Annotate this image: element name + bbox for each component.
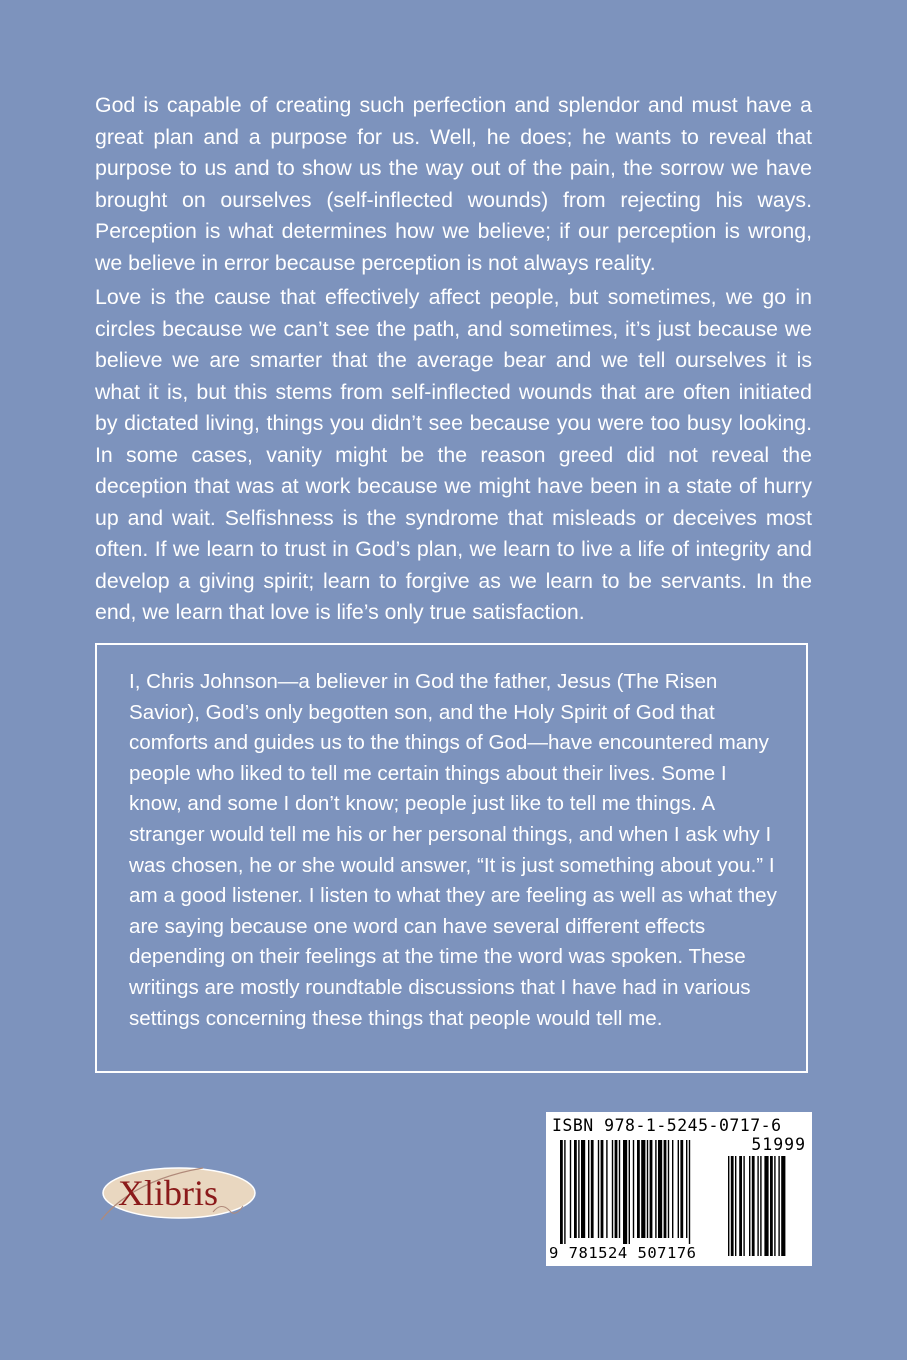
back-cover-paragraph-1: God is capable of creating such perfection and splendor and must have a great plan and a purpose for us. Well, he does; he wants to reveal that purpose to us and to show us the way out of the pain, the sorrow we have brought on ourselves (self-inflected wounds) from rejecting his ways. Perception is what determines how we believe; if our perception is wrong, we believe in error because perception is not always reality. [95, 93, 812, 275]
isbn-barcode [546, 1112, 812, 1266]
barcode-digits: 9 781524 507176 [549, 1244, 697, 1262]
barcode-bars [546, 1112, 812, 1266]
xlibris-logo-icon [93, 1160, 259, 1226]
author-bio-text: I, Chris Johnson—a believer in God the father, Jesus (The Risen Savior), God’s only begotten son, and the Holy Spirit of God that comforts and guides us to the things of God—have encountered many people who liked to tell me certain things about their lives. Some I know, and some I don’t know; people just like to tell me things. A stranger would tell me his or her personal things, and when I ask why I was chosen, he or she would answer, “It is just something about you.” I am a good listener. I listen to what they are feeling as well as what they are saying because one word can have several different effects depending on their feelings at the time the word was spoken. These writings are mostly roundtable discussions that I have had in various settings concerning these things that people would tell me. [129, 670, 777, 1030]
publisher-logo [93, 1160, 259, 1226]
author-bio-box [95, 643, 808, 1073]
back-cover-paragraph-2: Love is the cause that effectively affect people, but sometimes, we go in circles because we can’t see the path, and sometimes, it’s just because we believe we are smarter that the average bear and we tell ourselves it is what it is, but this stems from self-inflected wounds that are often initiated by dictated living, things you didn’t see because you were too busy looking. In some cases, vanity might be the reason greed did not reveal the deception that was at work because we might have been in a state of hurry up and wait. Selfishness is the syndrome that misleads or deceives most often. If we learn to trust in God’s plan, we learn to live a life of integrity and develop a giving spirit; learn to forgive as we learn to be servants. In the end, we learn that love is life’s only true satisfaction. [95, 285, 812, 624]
publisher-name: Xlibris [118, 1173, 219, 1213]
price-code: 51999 [751, 1135, 806, 1154]
isbn-label: ISBN 978-1-5245-0717-6 [552, 1116, 782, 1135]
